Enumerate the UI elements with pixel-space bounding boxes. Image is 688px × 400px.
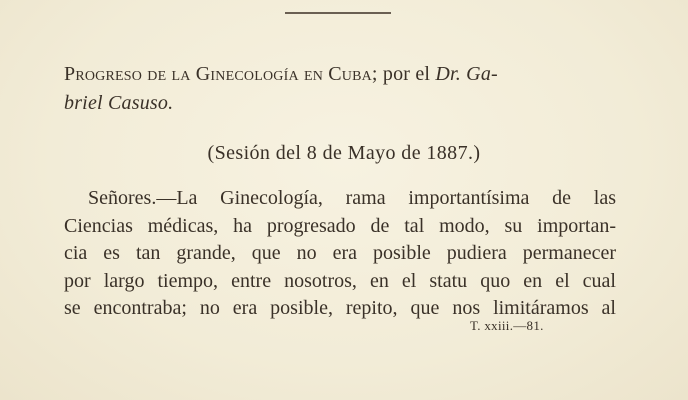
article-heading [64,60,624,118]
body-line-4: por largo tiempo, entre nosotros, en el statu quo en el cual [64,269,616,292]
body-line-1: Señores.—La Ginecología, rama importantísima de las [88,187,616,209]
article-title: Progreso de la Ginecología en Cuba; [64,63,378,85]
author-connector: por el [377,63,436,85]
body-paragraph [64,185,616,323]
top-rule-divider [285,12,391,14]
session-date: (Sesión del 8 de Mayo de 1887.) [207,142,481,164]
body-line-2: Ciencias médicas, ha progresado de tal modo, su importan- [64,214,616,237]
author-name-part2: briel Casuso. [64,92,174,114]
body-line-3: cia es tan grande, que no era posible pudiera permanecer [64,242,616,264]
body-line-5: se encontraba; no era posible, repito, que nos limitáramos al [64,297,616,319]
author-name-part1: Dr. Ga- [435,63,498,85]
page-signature: T. xxiii.—81. [470,318,544,333]
